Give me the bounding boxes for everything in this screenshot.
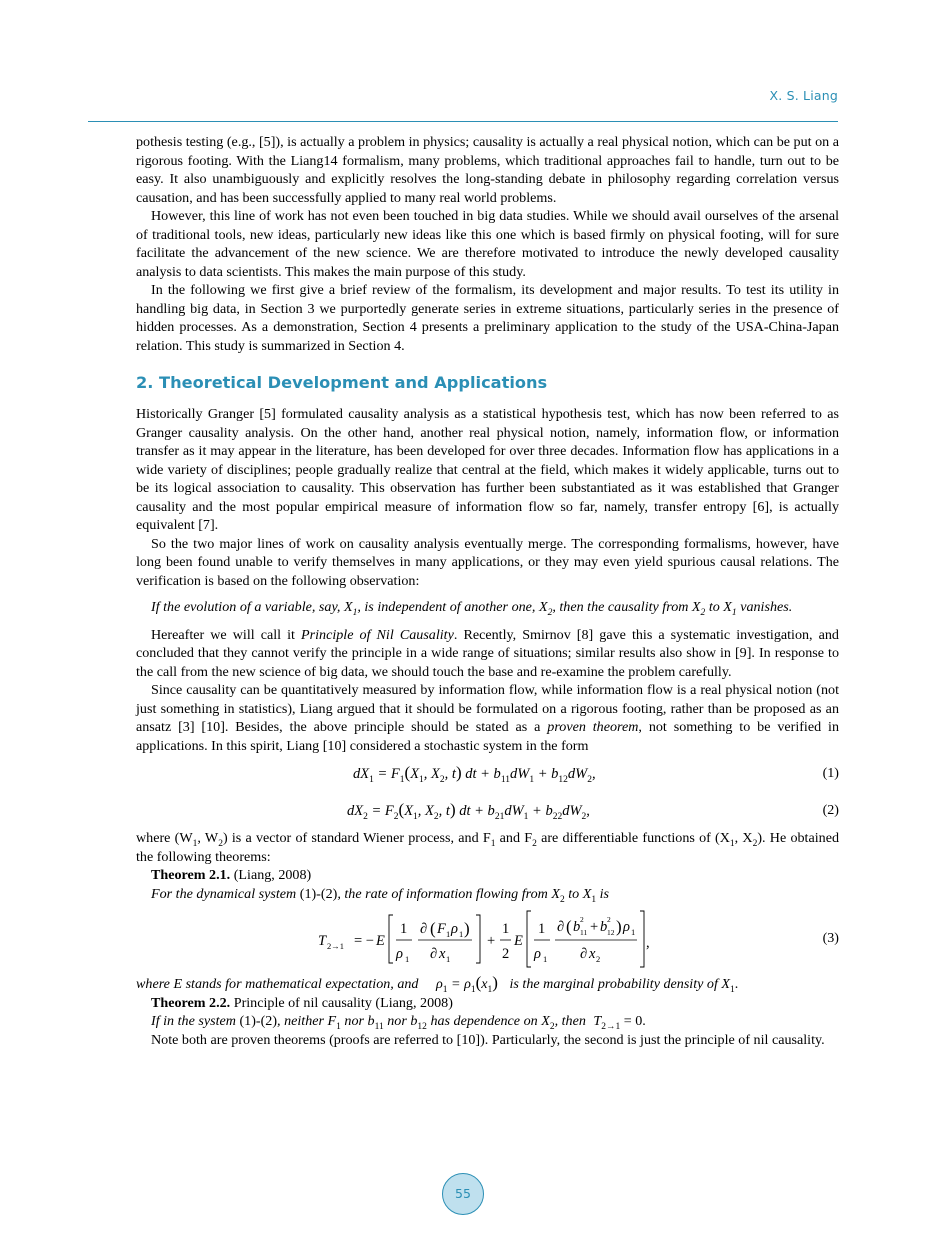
where-e-paragraph: where E stands for mathematical expectation, and $\rho_1 = \rho_1(x_1)$ is the marginal probability density of $X_1$. — [136, 973, 739, 995]
svg-text:1: 1 — [446, 929, 451, 939]
running-header-author: X. S. Liang — [769, 88, 838, 103]
page-number-badge: 55 — [442, 1173, 484, 1215]
svg-text:1: 1 — [400, 921, 408, 937]
svg-text:1: 1 — [543, 954, 548, 964]
equation-2-formula: $dX_2 = F_2(X_1$, $X_2$, t) dt + $b_{21}dW_1 + b_{22}dW_2$, — [347, 800, 590, 822]
svg-text:ρ: ρ — [396, 946, 403, 962]
equation-3 — [136, 905, 839, 974]
svg-text:= −: = − — [354, 933, 374, 949]
intro-paragraph-2: However, this line of work has not even been touched in big data studies. While we should avail ourselves of the arsenal of traditional tools, new ideas, particularly new ideas like this one which is based firmly on physical footing, will for sure facilitate the advancement of the new science. We are therefore motivated to introduce the newly developed causality analysis to data scientists. This makes the main purpose of this study. — [136, 208, 839, 280]
svg-text:b: b — [600, 919, 608, 935]
since-paragraph: Since causality can be quantitatively measured by information flow, while information flow is a real physical notion (not just something in statistics), Liang argued that it should be formulated on a rigorous footing, rather than be proposed as an ansatz [3] [10]. Besides, the above principle should be stated as a proven theorem, not something to be verified in applications. In this spirit, Liang [10] considered a stochastic system in the form — [136, 682, 839, 754]
svg-text:2: 2 — [607, 915, 611, 924]
svg-text:): ) — [464, 919, 470, 938]
closing-paragraph: Note both are proven theorems (proofs are referred to [10]). Particularly, the second is just the principle of nil causality. — [151, 1031, 825, 1048]
svg-text:ρ: ρ — [534, 946, 541, 962]
svg-text:∂: ∂ — [580, 946, 588, 962]
svg-text:x: x — [439, 946, 446, 962]
section-title: 2. Theoretical Development and Applications — [136, 373, 548, 392]
svg-text:+: + — [487, 933, 496, 949]
svg-text:∂: ∂ — [557, 919, 565, 935]
equation-1-number: (1) — [822, 765, 839, 781]
theorem-2-1-heading: Theorem 2.1. (Liang, 2008) — [151, 867, 312, 883]
equation-3-number: (3) — [822, 930, 839, 946]
svg-text:(: ( — [566, 917, 572, 936]
theorem-2-2-statement: If in the system (1)-(2), neither $F_1$ nor $b_{11}$ nor $b_{12}$ has dependence on $X_2$, then $T_{2\to 1} = 0$. — [151, 1013, 646, 1032]
svg-text:12: 12 — [607, 928, 615, 937]
svg-text:ρ: ρ — [623, 919, 630, 935]
theorem-2-2-heading: Theorem 2.2. Principle of nil causality (Liang, 2008) — [151, 994, 453, 1011]
svg-text:ρ: ρ — [451, 921, 458, 937]
marginal-density-formula: $\rho_1 = \rho_1(x_1)$ — [436, 973, 498, 995]
svg-text:∂: ∂ — [420, 921, 428, 937]
svg-text:2: 2 — [596, 954, 601, 964]
svg-text:2→1: 2→1 — [327, 941, 344, 951]
svg-text:F: F — [437, 921, 446, 937]
svg-text:T: T — [318, 933, 327, 949]
svg-text:1: 1 — [459, 929, 464, 939]
svg-text:(: ( — [430, 919, 436, 938]
information-flow-formula — [314, 905, 654, 974]
nil-causality-quote: If the evolution of a variable, say, $X_1$, is independent of another one, $X_2$, then the causality from $X_2$ to $X_1$ vanishes. — [151, 599, 793, 618]
svg-text:1: 1 — [446, 954, 451, 964]
svg-text:+: + — [590, 919, 599, 935]
where-paragraph: where ($W_1$, $W_2$) is a vector of standard Wiener process, and $F_1$ and $F_2$ are differentiable functions of ($X_1$, $X_2$). He obtained the following theorems: — [136, 830, 839, 865]
svg-text:2: 2 — [502, 946, 510, 962]
intro-paragraph-1: pothesis testing (e.g., [5]), is actually a problem in physics; causality is actually a real physical notion, which can be put on a rigorous footing. With the Liang14 formalism, many problems, which traditional approaches fail to handle, turn out to be easy. It also unambiguously and explicitly resolves the long-standing debate in philosophy regarding correlation versus causation, and has been successfully applied to many real world problems. — [136, 134, 839, 206]
zero-flow-formula: $T_{2\to 1} = 0$ — [593, 1013, 643, 1032]
svg-text:11: 11 — [580, 928, 588, 937]
equation-2 — [136, 792, 839, 829]
svg-text:1: 1 — [502, 921, 510, 937]
svg-text:,: , — [646, 935, 650, 951]
intro-paragraph-3: In the following we first give a brief review of the formalism, its development and major results. To test its utility in handling big data, in Section 3 we purportedly generate series in extreme situations, particularly series in the presence of hidden processes. As a demonstration, Section 4 presents a preliminary application to the study of the USA-China-Japan relation. This study is summarized in Section 4. — [136, 282, 839, 354]
svg-text:E: E — [514, 933, 523, 949]
section-paragraph-1: Historically Granger [5] formulated causality analysis as a statistical hypothesis test, which has now been referred to as Granger causality analysis. On the other hand, another real physical notion, namely, information flow, or information transfer as it may appear in the literature, has been developed for over three decades. Information flow has applications in a wide variety of disciplines; people gradually realize that central at the field, which makes it widely applicable, turns out to be its logical association to causality. This observation has further been substantiated as it was established that Granger causality and the most popular empirical measure of information flow so far, namely, transfer entropy [6], is actually equivalent [7]. — [136, 406, 839, 533]
svg-text:1: 1 — [631, 927, 636, 937]
equation-1 — [136, 755, 839, 792]
equation-2-number: (2) — [822, 802, 839, 818]
svg-text:E: E — [376, 933, 385, 949]
svg-text:1: 1 — [405, 954, 410, 964]
section-paragraph-2: So the two major lines of work on causality analysis eventually merge. The corresponding formalisms, however, have long been found unable to verify themselves in many applications, or they may even yield spurious causal relations. The verification is based on the following observation: — [136, 535, 839, 589]
svg-text:): ) — [616, 917, 622, 936]
svg-text:b: b — [573, 919, 581, 935]
svg-text:x: x — [589, 946, 596, 962]
equation-1-formula: $dX_1 = F_1(X_1$, $X_2$, t) dt + $b_{11}dW_1 + b_{12}dW_2$, — [353, 763, 596, 785]
theorem-2-1-statement: For the dynamical system (1)-(2), the rate of information flowing from $X_2$ to $X_1$ is — [151, 885, 610, 905]
svg-text:2: 2 — [580, 915, 584, 924]
page-body — [136, 133, 839, 1049]
hereafter-paragraph: Hereafter we will call it Principle of Nil Causality. Recently, Smirnov [8] gave this a systematic investigation, and concluded that they cannot verify the principle in a wide range of situations; similar results also show in [9]. In response to the call from the new science of big data, we should touch the base and re-examine the problem carefully. — [136, 626, 839, 680]
svg-text:∂: ∂ — [430, 946, 438, 962]
header-rule — [88, 121, 838, 122]
svg-text:1: 1 — [538, 921, 546, 937]
